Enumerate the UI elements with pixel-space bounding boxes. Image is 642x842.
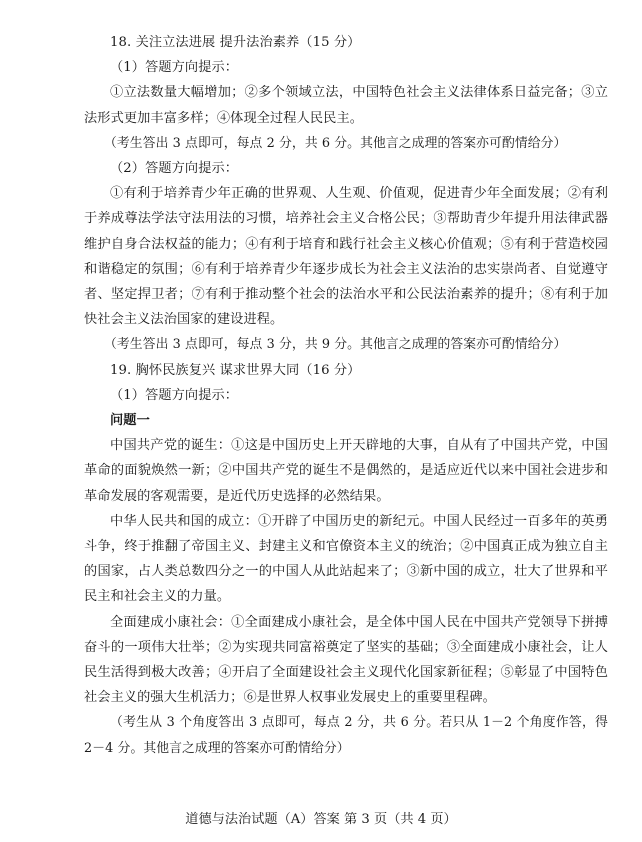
answer-page [84, 30, 608, 761]
q18-part2-text: ①有利于培养青少年正确的世界观、人生观、价值观，促进青少年全面发展；②有利于养成尊法学法守法用法的习惯，培养社会主义合格公民；③帮助青少年提升用法律武器维护自身合法权益的能力；④有利于培育和践行社会主义核心价值观；⑤有利于营造校园和谐稳定的氛围；⑥有利于培养青少年逐步成长为社会主义法治的忠实崇尚者、自觉遵守者、坚定捍卫者；⑦有利于推动整个社会的法治水平和公民法治素养的提升；⑧有利于加快社会主义法治国家的建设进程。 [84, 186, 608, 328]
q18-part2-note: （考生答出 3 点即可，每点 3 分，共 9 分。其他言之成理的答案亦可酌情给分） [104, 337, 567, 353]
q19-para-prc-founding: 中华人民共和国的成立：①开辟了中国历史的新纪元。中国人民经过一百多年的英勇斗争，终于推翻了帝国主义、封建主义和官僚资本主义的统治；②中国真正成为独立自主的国家，占人类总数四分之一的中国人从此站起来了；③新中国的成立，壮大了世界和平民主和社会主义的力量。 [84, 513, 608, 605]
q19-title: 19. 胸怀民族复兴 谋求世界大同（16 分） [110, 362, 361, 378]
q19-para-party-founding: 中国共产党的诞生：①这是中国历史上开天辟地的大事，自从有了中国共产党，中国革命的面貌焕然一新；②中国共产党的诞生不是偶然的，是适应近代以来中国社会进步和革命发展的客观需要，是近代历史选择的必然结果。 [84, 438, 608, 504]
q18-part1-label: （1）答题方向提示： [110, 60, 239, 76]
q18-title: 18. 关注立法进展 提升法治素养（15 分） [110, 35, 361, 50]
q18-part1-note: （考生答出 3 点即可，每点 2 分，共 6 分。其他言之成理的答案亦可酌情给分） [104, 135, 567, 151]
q19-note: （考生从 3 个角度答出 3 点即可，每点 2 分，共 6 分。若只从 1－2 个角度作答，得 2－4 分。其他言之成理的答案亦可酌情给分） [84, 715, 608, 756]
q19-part1-label: （1）答题方向提示： [110, 387, 239, 403]
q18-part2-label: （2）答题方向提示： [110, 161, 239, 177]
page-footer: 道德与法治试题（A）答案 第 3 页（共 4 页） [185, 812, 457, 827]
q19-para-xiaokang: 全面建成小康社会：①全面建成小康社会，是全体中国人民在中国共产党领导下拼搏奋斗的一项伟大壮举；②为实现共同富裕奠定了坚实的基础；③全面建成小康社会，让人民生活得到极大改善；④开启了全面建设社会主义现代化国家新征程；⑤彰显了中国特色社会主义的强大生机活力；⑥是世界人权事业发展史上的重要里程碑。 [84, 614, 608, 706]
q18-part1-text: ①立法数量大幅增加；②多个领域立法，中国特色社会主义法律体系日益完备；③立法形式更加丰富多样；④体现全过程人民民主。 [84, 85, 608, 126]
q19-problem-label: 问题一 [110, 413, 150, 429]
